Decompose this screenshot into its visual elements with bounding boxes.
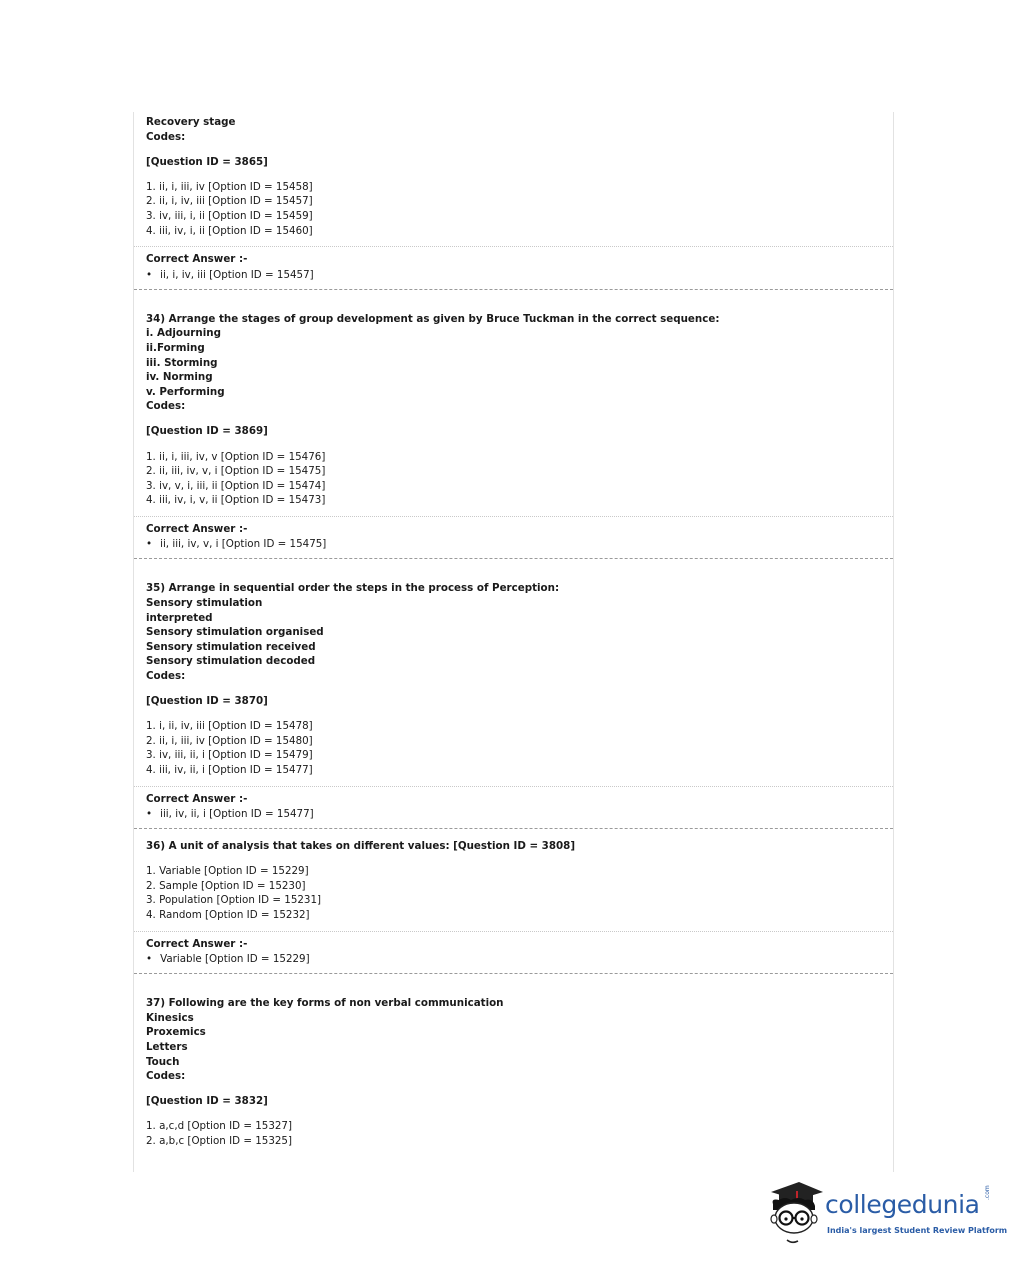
option-item: 3. iv, v, i, iii, ii [Option ID = 15474]	[146, 479, 326, 492]
graduate-mascot-icon	[765, 1178, 825, 1248]
option-item: 1. ii, i, iii, iv [Option ID = 15458]	[146, 180, 313, 193]
question-34	[134, 290, 893, 508]
brand-tagline: India's largest Student Review Platform	[827, 1226, 1008, 1235]
question-id: [Question ID = 3865]	[146, 155, 268, 168]
correct-answer-label: Correct Answer :-	[146, 937, 248, 950]
option-item: 2. ii, iii, iv, v, i [Option ID = 15475]	[146, 465, 326, 478]
question-line: Sensory stimulation received	[146, 640, 316, 653]
question-line: Sensory stimulation	[146, 597, 263, 610]
correct-answer-value: • ii, i, iv, iii [Option ID = 15457]	[146, 267, 881, 283]
option-item: 2. Sample [Option ID = 15230]	[146, 879, 306, 892]
collegedunia-logo	[765, 1178, 1008, 1248]
question-line: Kinesics	[146, 1011, 194, 1024]
option-item: 3. iv, iii, i, ii [Option ID = 15459]	[146, 209, 313, 222]
correct-answer-section	[134, 932, 893, 968]
correct-answer-label: Correct Answer :-	[146, 253, 248, 266]
option-item: 2. ii, i, iii, iv [Option ID = 15480]	[146, 734, 313, 747]
question-line: iii. Storming	[146, 356, 218, 369]
question-line: Sensory stimulation organised	[146, 626, 324, 639]
question-line: Codes:	[146, 670, 186, 683]
question-title: 34) Arrange the stages of group development as given by Bruce Tuckman in the correct sequence:	[146, 312, 720, 325]
correct-answer-section	[134, 517, 893, 553]
option-item: 4. iii, iv, ii, i [Option ID = 15477]	[146, 764, 313, 776]
question-line: Codes:	[146, 1070, 186, 1083]
question-line: i. Adjourning	[146, 327, 221, 340]
question-title: 37) Following are the key forms of non verbal communication	[146, 997, 504, 1010]
question-36	[134, 829, 893, 922]
question-line: ii.Forming	[146, 341, 205, 354]
question-title: 35) Arrange in sequential order the steps in the process of Perception:	[146, 582, 560, 595]
question-line: iv. Norming	[146, 371, 213, 384]
question-line: Proxemics	[146, 1026, 206, 1039]
correct-answer-value: • Variable [Option ID = 15229]	[146, 951, 881, 967]
question-line: Recovery stage	[146, 116, 236, 128]
question-line: Touch	[146, 1055, 180, 1068]
option-item: 1. Variable [Option ID = 15229]	[146, 865, 309, 878]
question-line: Sensory stimulation decoded	[146, 655, 316, 668]
question-37	[134, 974, 893, 1148]
question-paper-frame	[133, 112, 894, 1172]
question-35	[134, 559, 893, 777]
question-id: [Question ID = 3832]	[146, 1095, 268, 1108]
option-item: 2. a,b,c [Option ID = 15325]	[146, 1135, 292, 1147]
option-item: 1. a,c,d [Option ID = 15327]	[146, 1120, 292, 1133]
question-line: interpreted	[146, 611, 213, 624]
question-33-continuation	[134, 112, 893, 238]
brand-name: collegedunia	[825, 1190, 980, 1219]
option-item: 1. i, ii, iv, iii [Option ID = 15478]	[146, 720, 313, 733]
correct-answer-value: • iii, iv, ii, i [Option ID = 15477]	[146, 806, 881, 822]
question-id: [Question ID = 3869]	[146, 425, 268, 438]
brand-suffix: .com	[984, 1185, 991, 1200]
question-title: 36) A unit of analysis that takes on different values: [Question ID = 3808]	[146, 840, 576, 853]
question-line: Codes:	[146, 130, 186, 143]
correct-answer-section	[134, 787, 893, 823]
correct-answer-section	[134, 247, 893, 283]
question-id: [Question ID = 3870]	[146, 695, 268, 708]
question-line: Letters	[146, 1041, 188, 1054]
option-item: 3. iv, iii, ii, i [Option ID = 15479]	[146, 749, 313, 762]
option-item: 1. ii, i, iii, iv, v [Option ID = 15476]	[146, 450, 326, 463]
option-item: 2. ii, i, iv, iii [Option ID = 15457]	[146, 195, 313, 208]
question-line: Codes:	[146, 400, 186, 413]
option-item: 4. iii, iv, i, ii [Option ID = 15460]	[146, 224, 313, 237]
option-item: 4. iii, iv, i, v, ii [Option ID = 15473]	[146, 494, 326, 507]
correct-answer-value: • ii, iii, iv, v, i [Option ID = 15475]	[146, 536, 881, 552]
option-item: 3. Population [Option ID = 15231]	[146, 894, 322, 907]
correct-answer-label: Correct Answer :-	[146, 792, 248, 805]
question-line: v. Performing	[146, 385, 225, 398]
option-item: 4. Random [Option ID = 15232]	[146, 909, 310, 922]
correct-answer-label: Correct Answer :-	[146, 522, 248, 535]
